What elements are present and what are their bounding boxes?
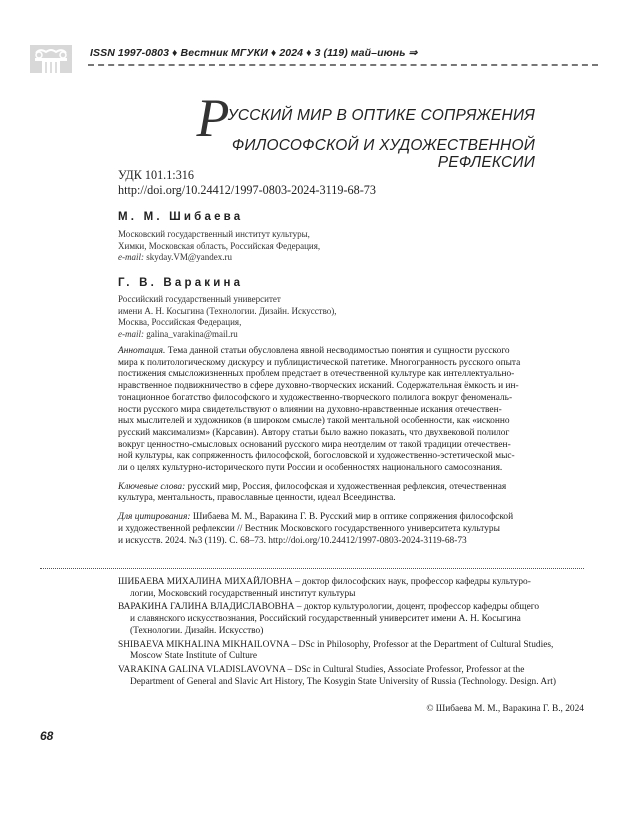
author-1-affiliation: Московский государственный институт культуры, Химки, Московская область, Российская Федерация, e-mail: skyday.VM@yandex.ru bbox=[118, 229, 321, 262]
email-label: e-mail: bbox=[118, 328, 144, 339]
article-title bbox=[196, 88, 535, 171]
abstract-paragraph: Аннотация. Тема данной статьи обусловлена явной несводимостью понятия и сущности русского мира к политологическому дискурсу и публицистической патетике. Многогранность русского опыта постижения смысложизненных проблем предстает в отечественной культуре как интеллектуально- нравственное подвижничество в сфере духовно-творческих исканий. Содержательная ёмкость и ин- тонационное богатство философского и художественно-творческого полилога вокруг феноменаль- ности русского мира свидетельствуют о влиянии на духовно-нравственные искания отечествен- ных мыслителей и художников (в широком смысле) такой ментальной особенности, как «исконно русский максимализм» (Карсавин). Автору статьи было важно показать, что двухвековой полилог вокруг ценностно-смысловых оснований русского мира неотделим от такой традиции отечествен- ной культуры, как сопряженность философской, богословской и художественно-эстетической мыс- ли о целях культурно-исторического пути России и особенностях национального самосознания. bbox=[118, 346, 521, 474]
journal-header: ISSN 1997-0803 ♦ Вестник МГУКИ ♦ 2024 ♦ 3 (119) май–июнь ⇒ bbox=[90, 47, 418, 59]
abstract-label: Аннотация. bbox=[118, 346, 166, 356]
copyright: © Шибаева М. М., Варакина Г. В., 2024 bbox=[426, 704, 584, 714]
section-divider bbox=[40, 568, 584, 569]
udc-code: УДК 101.1:316 bbox=[118, 168, 194, 182]
author-2-name: Г. В. Варакина bbox=[118, 277, 244, 289]
author-1-name: М. М. Шибаева bbox=[118, 211, 244, 223]
bio-entry: SHIBAEVA MIKHALINA MIKHAILOVNA – DSc in Philosophy, Professor at the Department of Cultural Studies, Moscow State Institute of Culture bbox=[118, 639, 554, 662]
bio-entry: ВАРАКИНА ГАЛИНА ВЛАДИСЛАВОВНА – доктор культурологии, доцент, профессор кафедры общего и славянского искусствознания, Российский государственный университет имени А. Н. Косыгина (Технологии. Дизайн. Искусство) bbox=[118, 602, 540, 636]
title-drop-letter: Р bbox=[196, 88, 230, 148]
citation-paragraph: Для цитирования: Шибаева М. М., Варакина Г. В. Русский мир в оптике сопряжения философской и художественной рефлексии // Вестник Московского государственного университета культуры и искусств. 2024. №3 (119). С. 68–73. http://doi.org/10.24412/1997-0803-2024-3119-68-73 bbox=[118, 512, 514, 546]
bio-entry: VARAKINA GALINA VLADISLAVOVNA – DSc in Cultural Studies, Associate Professor, Professor at the Department of General and Slavic Art History, The Kosygin State University of Russia (Technology. Design. Art) bbox=[118, 664, 556, 687]
doi-link[interactable]: http://doi.org/10.24412/1997-0803-2024-3119-68-73 bbox=[118, 183, 376, 197]
udc-block bbox=[118, 168, 376, 198]
header-divider bbox=[88, 64, 598, 66]
citation-label: Для цитирования: bbox=[118, 512, 191, 523]
title-line-3: РЕФЛЕКСИИ bbox=[437, 153, 535, 171]
keywords-paragraph: Ключевые слова: русский мир, Россия, философская и художественная рефлексия, отечественная культура, ментальность, православные ценности, идеал Всеединства. bbox=[118, 481, 507, 504]
journal-logo-column-icon bbox=[30, 45, 72, 73]
author-2-affiliation: Российский государственный университет имени А. Н. Косыгина (Технологии. Дизайн. Искусство), Москва, Российская Федерация, e-mail: galina_varakina@mail.ru bbox=[118, 294, 337, 339]
keywords-label: Ключевые слова: bbox=[118, 481, 186, 492]
bio-entry: ШИБАЕВА МИХАЛИНА МИХАЙЛОВНА – доктор философских наук, профессор кафедры культуро- логии, Московский государственный институт культуры bbox=[118, 577, 531, 599]
abstract-block bbox=[118, 346, 520, 554]
title-line-2: ФИЛОСОФСКОЙ И ХУДОЖЕСТВЕННОЙ bbox=[231, 137, 535, 154]
author-bios bbox=[118, 577, 588, 690]
email-label: e-mail: bbox=[118, 252, 144, 262]
author-2-email[interactable]: galina_varakina@mail.ru bbox=[146, 328, 238, 339]
page-number: 68 bbox=[40, 729, 54, 743]
author-1-email[interactable]: skyday.VM@yandex.ru bbox=[146, 252, 232, 262]
title-line-1: РУССКИЙ МИР В ОПТИКЕ СОПРЯЖЕНИЯ bbox=[196, 88, 535, 148]
